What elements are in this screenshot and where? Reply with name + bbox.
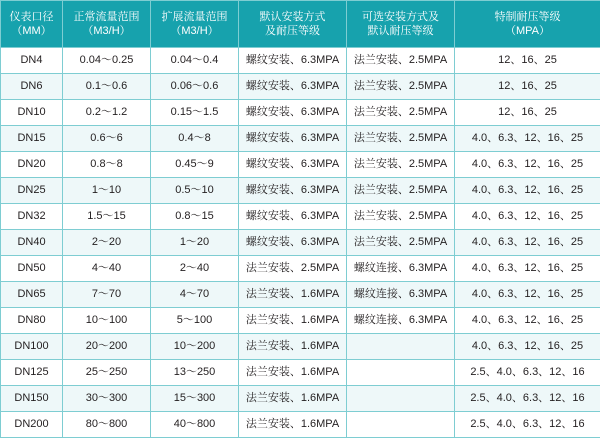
cell-diameter: DN20 bbox=[1, 152, 63, 178]
cell-default-install: 法兰安装、1.6MPA bbox=[239, 386, 347, 412]
cell-extended-flow: 13～250 bbox=[151, 360, 239, 386]
cell-diameter: DN4 bbox=[1, 48, 63, 74]
column-header-normal-flow-line1: 正常流量范围 bbox=[63, 10, 150, 24]
cell-default-install: 螺纹安装、6.3MPA bbox=[239, 126, 347, 152]
cell-optional-install bbox=[347, 386, 455, 412]
cell-default-install: 螺纹安装、6.3MPA bbox=[239, 204, 347, 230]
cell-normal-flow: 1～10 bbox=[63, 178, 151, 204]
cell-normal-flow: 4～40 bbox=[63, 256, 151, 282]
cell-normal-flow: 0.2～1.2 bbox=[63, 100, 151, 126]
table-row bbox=[1, 126, 600, 152]
cell-normal-flow: 80～800 bbox=[63, 412, 151, 438]
table-row bbox=[1, 230, 600, 256]
cell-default-install: 法兰安装、1.6MPA bbox=[239, 308, 347, 334]
cell-optional-install bbox=[347, 412, 455, 438]
cell-diameter: DN40 bbox=[1, 230, 63, 256]
table-row bbox=[1, 204, 600, 230]
cell-normal-flow: 7～70 bbox=[63, 282, 151, 308]
cell-optional-install bbox=[347, 360, 455, 386]
cell-optional-install: 法兰安装、2.5MPA bbox=[347, 152, 455, 178]
cell-default-install: 螺纹安装、6.3MPA bbox=[239, 74, 347, 100]
cell-special-pressure: 4.0、6.3、12、16、25 bbox=[455, 308, 600, 334]
cell-normal-flow: 1.5～15 bbox=[63, 204, 151, 230]
cell-special-pressure: 4.0、6.3、12、16、25 bbox=[455, 230, 600, 256]
cell-extended-flow: 0.45～9 bbox=[151, 152, 239, 178]
cell-special-pressure: 2.5、4.0、6.3、12、16 bbox=[455, 360, 600, 386]
cell-optional-install: 法兰安装、2.5MPA bbox=[347, 230, 455, 256]
cell-special-pressure: 2.5、4.0、6.3、12、16 bbox=[455, 386, 600, 412]
cell-default-install: 法兰安装、1.6MPA bbox=[239, 334, 347, 360]
cell-diameter: DN50 bbox=[1, 256, 63, 282]
cell-normal-flow: 0.6～6 bbox=[63, 126, 151, 152]
cell-optional-install: 法兰安装、2.5MPA bbox=[347, 74, 455, 100]
cell-extended-flow: 10～200 bbox=[151, 334, 239, 360]
cell-extended-flow: 40～800 bbox=[151, 412, 239, 438]
cell-diameter: DN25 bbox=[1, 178, 63, 204]
cell-extended-flow: 0.5～10 bbox=[151, 178, 239, 204]
column-header-special-pressure-line1: 特制耐压等级 bbox=[455, 10, 600, 24]
table-row bbox=[1, 282, 600, 308]
cell-default-install: 法兰安装、2.5MPA bbox=[239, 256, 347, 282]
cell-diameter: DN65 bbox=[1, 282, 63, 308]
cell-extended-flow: 15～300 bbox=[151, 386, 239, 412]
cell-optional-install: 螺纹连接、6.3MPA bbox=[347, 308, 455, 334]
column-header-default-install-line1: 默认安装方式 bbox=[239, 10, 346, 24]
table-header-row bbox=[1, 1, 600, 48]
table-row bbox=[1, 308, 600, 334]
column-header-extended-flow-line1: 扩展流量范围 bbox=[151, 10, 238, 24]
column-header-special-pressure-line2: （MPA） bbox=[455, 24, 600, 38]
cell-default-install: 螺纹安装、6.3MPA bbox=[239, 48, 347, 74]
cell-normal-flow: 10～100 bbox=[63, 308, 151, 334]
cell-diameter: DN125 bbox=[1, 360, 63, 386]
cell-special-pressure: 12、16、25 bbox=[455, 100, 600, 126]
cell-special-pressure: 4.0、6.3、12、16、25 bbox=[455, 204, 600, 230]
column-header-diameter bbox=[1, 1, 63, 48]
table-row bbox=[1, 256, 600, 282]
column-header-normal-flow-line2: （M3/H） bbox=[63, 24, 150, 38]
column-header-diameter-line2: （MM） bbox=[1, 24, 62, 38]
cell-special-pressure: 4.0、6.3、12、16、25 bbox=[455, 152, 600, 178]
cell-normal-flow: 2～20 bbox=[63, 230, 151, 256]
cell-extended-flow: 5～100 bbox=[151, 308, 239, 334]
column-header-diameter-line1: 仪表口径 bbox=[1, 10, 62, 24]
cell-diameter: DN15 bbox=[1, 126, 63, 152]
column-header-extended-flow bbox=[151, 1, 239, 48]
cell-extended-flow: 0.4～8 bbox=[151, 126, 239, 152]
cell-default-install: 螺纹安装、6.3MPA bbox=[239, 152, 347, 178]
table-row bbox=[1, 360, 600, 386]
cell-diameter: DN10 bbox=[1, 100, 63, 126]
table-row bbox=[1, 412, 600, 438]
cell-diameter: DN100 bbox=[1, 334, 63, 360]
cell-diameter: DN200 bbox=[1, 412, 63, 438]
cell-default-install: 法兰安装、1.6MPA bbox=[239, 282, 347, 308]
cell-extended-flow: 0.8～15 bbox=[151, 204, 239, 230]
table-header bbox=[1, 1, 600, 48]
cell-default-install: 螺纹安装、6.3MPA bbox=[239, 230, 347, 256]
column-header-extended-flow-line2: （M3/H） bbox=[151, 24, 238, 38]
cell-normal-flow: 0.1～0.6 bbox=[63, 74, 151, 100]
cell-normal-flow: 30～300 bbox=[63, 386, 151, 412]
cell-extended-flow: 0.04～0.4 bbox=[151, 48, 239, 74]
column-header-optional-install bbox=[347, 1, 455, 48]
cell-normal-flow: 25～250 bbox=[63, 360, 151, 386]
table-row bbox=[1, 152, 600, 178]
cell-diameter: DN6 bbox=[1, 74, 63, 100]
cell-diameter: DN150 bbox=[1, 386, 63, 412]
cell-optional-install: 法兰安装、2.5MPA bbox=[347, 178, 455, 204]
cell-normal-flow: 20～200 bbox=[63, 334, 151, 360]
cell-optional-install: 法兰安装、2.5MPA bbox=[347, 126, 455, 152]
table-row bbox=[1, 334, 600, 360]
cell-extended-flow: 2～40 bbox=[151, 256, 239, 282]
cell-normal-flow: 0.8～8 bbox=[63, 152, 151, 178]
cell-extended-flow: 0.06～0.6 bbox=[151, 74, 239, 100]
cell-special-pressure: 4.0、6.3、12、16、25 bbox=[455, 256, 600, 282]
cell-default-install: 法兰安装、1.6MPA bbox=[239, 360, 347, 386]
cell-default-install: 法兰安装、1.6MPA bbox=[239, 412, 347, 438]
cell-normal-flow: 0.04～0.25 bbox=[63, 48, 151, 74]
column-header-optional-install-line1: 可选安装方式及 bbox=[347, 10, 454, 24]
cell-diameter: DN80 bbox=[1, 308, 63, 334]
table-body bbox=[1, 48, 600, 438]
cell-diameter: DN32 bbox=[1, 204, 63, 230]
cell-optional-install: 法兰安装、2.5MPA bbox=[347, 100, 455, 126]
cell-special-pressure: 12、16、25 bbox=[455, 74, 600, 100]
table-row bbox=[1, 100, 600, 126]
cell-special-pressure: 4.0、6.3、12、16、25 bbox=[455, 178, 600, 204]
cell-optional-install bbox=[347, 334, 455, 360]
cell-extended-flow: 1～20 bbox=[151, 230, 239, 256]
cell-optional-install: 法兰安装、2.5MPA bbox=[347, 204, 455, 230]
table-row bbox=[1, 386, 600, 412]
cell-optional-install: 法兰安装、2.5MPA bbox=[347, 48, 455, 74]
column-header-default-install bbox=[239, 1, 347, 48]
cell-special-pressure: 4.0、6.3、12、16、25 bbox=[455, 282, 600, 308]
cell-special-pressure: 4.0、6.3、12、16、25 bbox=[455, 126, 600, 152]
cell-special-pressure: 12、16、25 bbox=[455, 48, 600, 74]
cell-special-pressure: 4.0、6.3、12、16、25 bbox=[455, 334, 600, 360]
cell-special-pressure: 2.5、4.0、6.3、12、16 bbox=[455, 412, 600, 438]
table-row bbox=[1, 178, 600, 204]
cell-default-install: 螺纹安装、6.3MPA bbox=[239, 100, 347, 126]
column-header-default-install-line2: 及耐压等级 bbox=[239, 24, 346, 38]
cell-optional-install: 螺纹连接、6.3MPA bbox=[347, 282, 455, 308]
table-row bbox=[1, 48, 600, 74]
column-header-special-pressure bbox=[455, 1, 600, 48]
column-header-normal-flow bbox=[63, 1, 151, 48]
cell-optional-install: 螺纹连接、6.3MPA bbox=[347, 256, 455, 282]
cell-default-install: 螺纹安装、6.3MPA bbox=[239, 178, 347, 204]
column-header-optional-install-line2: 默认耐压等级 bbox=[347, 24, 454, 38]
table-row bbox=[1, 74, 600, 100]
cell-extended-flow: 0.15～1.5 bbox=[151, 100, 239, 126]
cell-extended-flow: 4～70 bbox=[151, 282, 239, 308]
